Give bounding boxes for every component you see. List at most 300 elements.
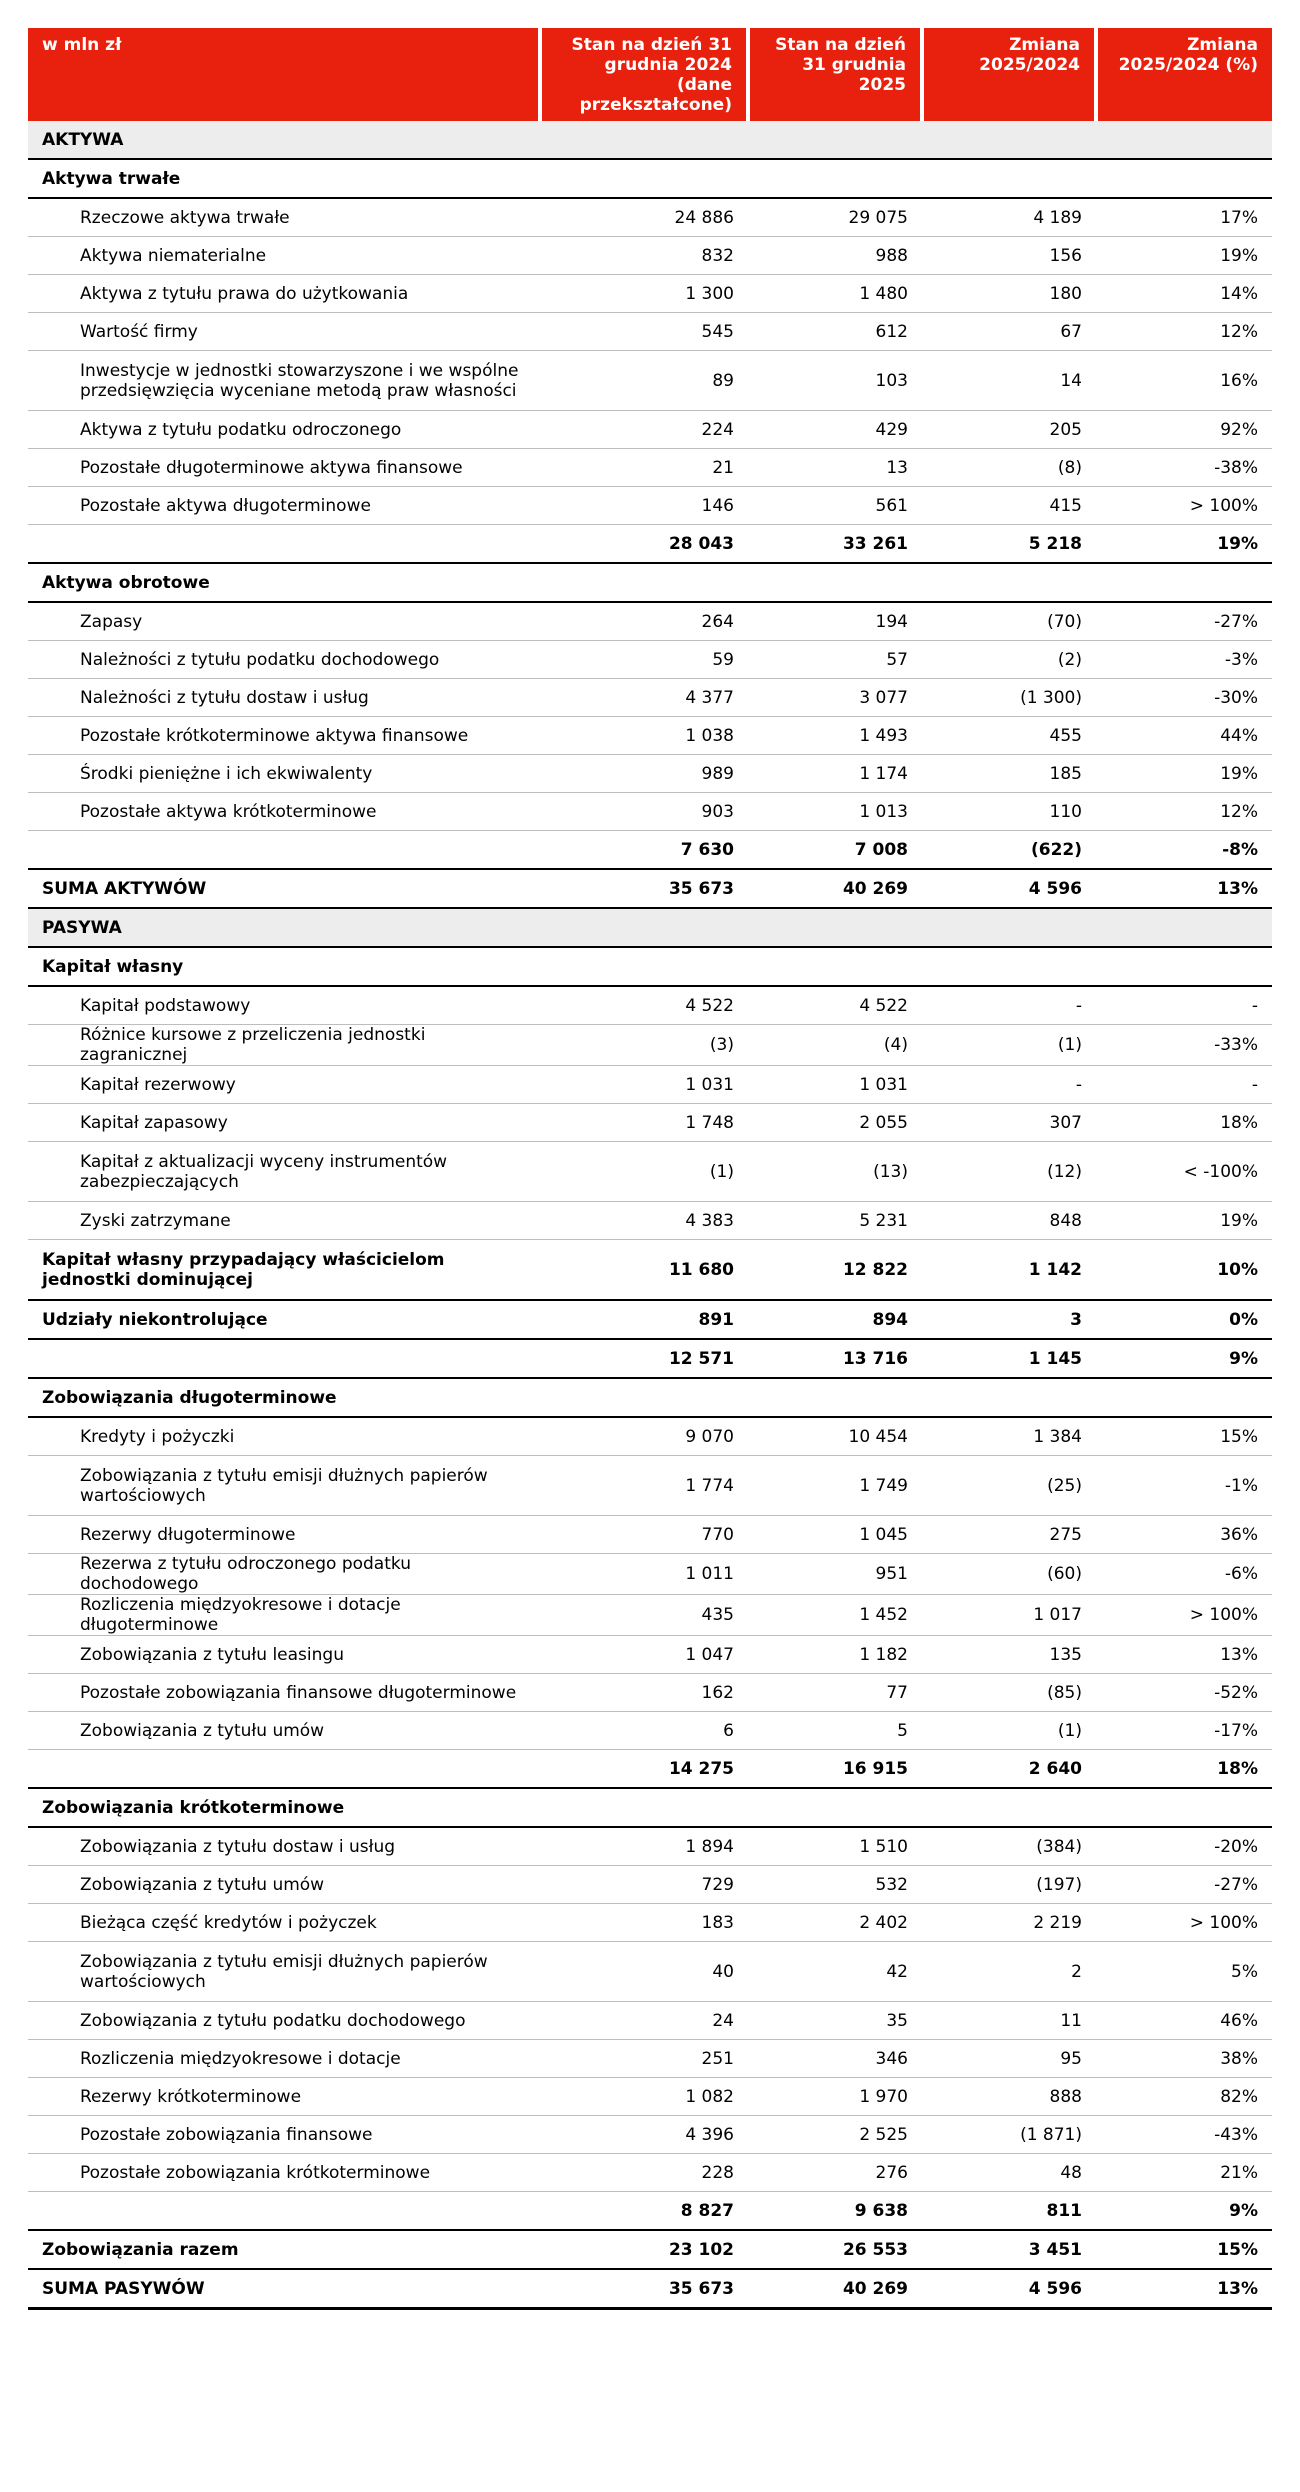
total-row [28, 869, 1272, 908]
table-row [28, 641, 1272, 679]
value-change: 3 [922, 1300, 1096, 1339]
value-change-pct: -17% [1096, 1712, 1272, 1750]
value-2025: 77 [748, 1674, 922, 1712]
value-change-pct: > 100% [1096, 1595, 1272, 1636]
value-2025: 9 638 [748, 2192, 922, 2231]
value-change-pct: 19% [1096, 755, 1272, 793]
subtotal-row [28, 2192, 1272, 2231]
value-change-pct: - [1096, 986, 1272, 1025]
value-2025: 1 174 [748, 755, 922, 793]
table-row [28, 1866, 1272, 1904]
row-label: Zobowiązania z tytułu podatku dochodowego [28, 2002, 540, 2040]
value-2024: 1 894 [540, 1827, 748, 1866]
value-change: 455 [922, 717, 1096, 755]
value-2025: (13) [748, 1142, 922, 1202]
subtotal-row [28, 1339, 1272, 1378]
table-row [28, 198, 1272, 237]
value-2025: 1 510 [748, 1827, 922, 1866]
value-2025: 1 045 [748, 1516, 922, 1554]
balance-sheet [28, 28, 1272, 2310]
group-header-row [28, 947, 1272, 986]
total-row [28, 1300, 1272, 1339]
value-2025: 42 [748, 1942, 922, 2002]
value-2025: 3 077 [748, 679, 922, 717]
table-row [28, 487, 1272, 525]
row-label: Rezerwy długoterminowe [28, 1516, 540, 1554]
value-2025: 2 402 [748, 1904, 922, 1942]
section-label: PASYWA [28, 908, 1272, 947]
row-label: Aktywa niematerialne [28, 237, 540, 275]
row-label: Zapasy [28, 602, 540, 641]
value-change-pct: -33% [1096, 1025, 1272, 1066]
table-row [28, 1104, 1272, 1142]
value-2025: 5 231 [748, 1202, 922, 1240]
value-2024: 1 047 [540, 1636, 748, 1674]
row-label: Pozostałe aktywa krótkoterminowe [28, 793, 540, 831]
value-2025: 612 [748, 313, 922, 351]
table-row [28, 1827, 1272, 1866]
value-change: 110 [922, 793, 1096, 831]
group-header-row [28, 1788, 1272, 1827]
row-label: Różnice kursowe z przeliczenia jednostki zagranicznej [28, 1025, 540, 1066]
value-change-pct: -30% [1096, 679, 1272, 717]
row-label: Środki pieniężne i ich ekwiwalenty [28, 755, 540, 793]
row-label: Kapitał rezerwowy [28, 1066, 540, 1104]
group-header-row [28, 563, 1272, 602]
value-change-pct: 19% [1096, 1202, 1272, 1240]
value-change-pct: 19% [1096, 525, 1272, 564]
group-blank-cell [1096, 563, 1272, 602]
value-change-pct: -1% [1096, 1456, 1272, 1516]
value-2024: 1 011 [540, 1554, 748, 1595]
value-2025: 7 008 [748, 831, 922, 870]
value-change-pct: -43% [1096, 2116, 1272, 2154]
value-change: (25) [922, 1456, 1096, 1516]
value-2025: 194 [748, 602, 922, 641]
value-change-pct: 19% [1096, 237, 1272, 275]
value-change: 275 [922, 1516, 1096, 1554]
value-change-pct: 10% [1096, 1240, 1272, 1301]
value-change-pct: 9% [1096, 1339, 1272, 1378]
row-label [28, 2192, 540, 2231]
group-label: Zobowiązania krótkoterminowe [28, 1788, 1096, 1827]
value-change: 2 219 [922, 1904, 1096, 1942]
row-label: Rzeczowe aktywa trwałe [28, 198, 540, 237]
value-2024: 1 300 [540, 275, 748, 313]
value-change: 205 [922, 411, 1096, 449]
value-change: 811 [922, 2192, 1096, 2231]
value-2024: 24 [540, 2002, 748, 2040]
table-row [28, 1456, 1272, 1516]
value-change: - [922, 1066, 1096, 1104]
value-change-pct: 92% [1096, 411, 1272, 449]
row-label: Pozostałe krótkoterminowe aktywa finansowe [28, 717, 540, 755]
table-row [28, 755, 1272, 793]
value-change: 2 640 [922, 1750, 1096, 1789]
value-2024: 4 522 [540, 986, 748, 1025]
value-change: 2 [922, 1942, 1096, 2002]
value-change: (85) [922, 1674, 1096, 1712]
value-change-pct: 14% [1096, 275, 1272, 313]
group-blank-cell [1096, 947, 1272, 986]
row-label: Zobowiązania z tytułu dostaw i usług [28, 1827, 540, 1866]
value-2024: 40 [540, 1942, 748, 2002]
value-2025: 40 269 [748, 869, 922, 908]
value-change-pct: - [1096, 1066, 1272, 1104]
value-2025: (4) [748, 1025, 922, 1066]
value-change: 11 [922, 2002, 1096, 2040]
table-row [28, 1674, 1272, 1712]
value-2025: 988 [748, 237, 922, 275]
value-change: 1 142 [922, 1240, 1096, 1301]
value-change-pct: 9% [1096, 2192, 1272, 2231]
value-2024: 891 [540, 1300, 748, 1339]
value-2024: 1 082 [540, 2078, 748, 2116]
value-2024: 1 031 [540, 1066, 748, 1104]
group-label: Aktywa trwałe [28, 159, 1096, 198]
value-change: (1) [922, 1712, 1096, 1750]
row-label: Zobowiązania z tytułu leasingu [28, 1636, 540, 1674]
value-change-pct: 18% [1096, 1750, 1272, 1789]
value-2024: 35 673 [540, 869, 748, 908]
value-2025: 29 075 [748, 198, 922, 237]
header-col-change-pct: Zmiana 2025/2024 (%) [1096, 28, 1272, 121]
value-change: (1 300) [922, 679, 1096, 717]
value-change: (60) [922, 1554, 1096, 1595]
row-label: Inwestycje w jednostki stowarzyszone i we wspólne przedsięwzięcia wyceniane metodą praw własności [28, 351, 540, 411]
table-row [28, 1904, 1272, 1942]
value-2024: 9 070 [540, 1417, 748, 1456]
table-row [28, 449, 1272, 487]
value-2025: 33 261 [748, 525, 922, 564]
total-row [28, 2230, 1272, 2269]
row-label: Zobowiązania z tytułu umów [28, 1712, 540, 1750]
value-2024: 729 [540, 1866, 748, 1904]
value-change-pct: 82% [1096, 2078, 1272, 2116]
value-2024: 832 [540, 237, 748, 275]
value-2024: 1 038 [540, 717, 748, 755]
table-row [28, 1516, 1272, 1554]
value-change-pct: -38% [1096, 449, 1272, 487]
value-2024: 146 [540, 487, 748, 525]
header-col-2024: Stan na dzień 31 grudnia 2024 (dane przekształcone) [540, 28, 748, 121]
row-label: Kapitał zapasowy [28, 1104, 540, 1142]
value-2025: 429 [748, 411, 922, 449]
value-2024: 4 396 [540, 2116, 748, 2154]
value-change: 180 [922, 275, 1096, 313]
value-2025: 35 [748, 2002, 922, 2040]
row-label [28, 831, 540, 870]
row-label: Kredyty i pożyczki [28, 1417, 540, 1456]
value-change: 5 218 [922, 525, 1096, 564]
value-change-pct: -20% [1096, 1827, 1272, 1866]
value-2025: 12 822 [748, 1240, 922, 1301]
value-change-pct: 12% [1096, 313, 1272, 351]
value-2025: 951 [748, 1554, 922, 1595]
value-2025: 1 493 [748, 717, 922, 755]
value-2025: 10 454 [748, 1417, 922, 1456]
value-change-pct: 17% [1096, 198, 1272, 237]
row-label: Zyski zatrzymane [28, 1202, 540, 1240]
value-2025: 1 182 [748, 1636, 922, 1674]
value-change: 415 [922, 487, 1096, 525]
row-label: Rozliczenia międzyokresowe i dotacje [28, 2040, 540, 2078]
table-row [28, 1554, 1272, 1595]
value-change-pct: < -100% [1096, 1142, 1272, 1202]
table-row [28, 1066, 1272, 1104]
value-2024: 989 [540, 755, 748, 793]
value-2025: 1 749 [748, 1456, 922, 1516]
value-2025: 2 055 [748, 1104, 922, 1142]
value-2024: 6 [540, 1712, 748, 1750]
value-2024: 251 [540, 2040, 748, 2078]
value-change: (384) [922, 1827, 1096, 1866]
value-2025: 4 522 [748, 986, 922, 1025]
value-2024: 1 774 [540, 1456, 748, 1516]
row-label: Aktywa z tytułu podatku odroczonego [28, 411, 540, 449]
value-change: 185 [922, 755, 1096, 793]
value-change: (8) [922, 449, 1096, 487]
value-2024: 14 275 [540, 1750, 748, 1789]
subtotal-row [28, 1750, 1272, 1789]
value-change: 307 [922, 1104, 1096, 1142]
table-row [28, 1417, 1272, 1456]
row-label: Aktywa z tytułu prawa do użytkowania [28, 275, 540, 313]
row-label: Należności z tytułu dostaw i usług [28, 679, 540, 717]
value-2024: 59 [540, 641, 748, 679]
row-label [28, 1750, 540, 1789]
value-change-pct: 36% [1096, 1516, 1272, 1554]
value-2024: 12 571 [540, 1339, 748, 1378]
value-2024: 24 886 [540, 198, 748, 237]
value-2024: 435 [540, 1595, 748, 1636]
value-change-pct: 15% [1096, 2230, 1272, 2269]
table-row [28, 275, 1272, 313]
row-label [28, 1339, 540, 1378]
value-change-pct: 15% [1096, 1417, 1272, 1456]
row-label: Pozostałe zobowiązania finansowe [28, 2116, 540, 2154]
table-row [28, 793, 1272, 831]
group-label: Kapitał własny [28, 947, 1096, 986]
value-change: (2) [922, 641, 1096, 679]
row-label: Wartość firmy [28, 313, 540, 351]
value-2025: 276 [748, 2154, 922, 2192]
table-row [28, 1025, 1272, 1066]
value-change-pct: 18% [1096, 1104, 1272, 1142]
value-2025: 40 269 [748, 2269, 922, 2309]
value-change: 14 [922, 351, 1096, 411]
row-label: Kapitał własny przypadający właścicielom jednostki dominującej [28, 1240, 540, 1301]
value-2024: 11 680 [540, 1240, 748, 1301]
value-2024: 224 [540, 411, 748, 449]
value-2024: 35 673 [540, 2269, 748, 2309]
value-2024: 7 630 [540, 831, 748, 870]
value-2025: 13 [748, 449, 922, 487]
value-change: 4 596 [922, 869, 1096, 908]
value-change: 3 451 [922, 2230, 1096, 2269]
value-2024: 903 [540, 793, 748, 831]
group-blank-cell [1096, 1378, 1272, 1417]
value-change-pct: 5% [1096, 1942, 1272, 2002]
table-row [28, 2002, 1272, 2040]
value-2024: 28 043 [540, 525, 748, 564]
value-change-pct: -8% [1096, 831, 1272, 870]
value-change-pct: 21% [1096, 2154, 1272, 2192]
value-2025: 561 [748, 487, 922, 525]
value-2025: 26 553 [748, 2230, 922, 2269]
value-2024: 228 [540, 2154, 748, 2192]
value-change-pct: > 100% [1096, 1904, 1272, 1942]
value-2025: 1 013 [748, 793, 922, 831]
value-change-pct: 46% [1096, 2002, 1272, 2040]
row-label: Zobowiązania z tytułu emisji dłużnych papierów wartościowych [28, 1942, 540, 2002]
table-row [28, 679, 1272, 717]
total-row [28, 1240, 1272, 1301]
row-label: Zobowiązania razem [28, 2230, 540, 2269]
table-row [28, 1142, 1272, 1202]
value-change: (1 871) [922, 2116, 1096, 2154]
table-row [28, 1712, 1272, 1750]
value-change: 135 [922, 1636, 1096, 1674]
value-2025: 2 525 [748, 2116, 922, 2154]
row-label [28, 525, 540, 564]
row-label: Zobowiązania z tytułu umów [28, 1866, 540, 1904]
value-change-pct: 12% [1096, 793, 1272, 831]
value-2025: 103 [748, 351, 922, 411]
table-row [28, 2040, 1272, 2078]
value-change-pct: -52% [1096, 1674, 1272, 1712]
value-change-pct: 13% [1096, 869, 1272, 908]
value-change: 888 [922, 2078, 1096, 2116]
value-change-pct: -27% [1096, 602, 1272, 641]
row-label: Pozostałe długoterminowe aktywa finansowe [28, 449, 540, 487]
value-2024: 4 377 [540, 679, 748, 717]
value-2024: 264 [540, 602, 748, 641]
section-row [28, 908, 1272, 947]
table-row [28, 717, 1272, 755]
value-2025: 1 452 [748, 1595, 922, 1636]
row-label: SUMA PASYWÓW [28, 2269, 540, 2309]
total-row [28, 2269, 1272, 2309]
section-label: AKTYWA [28, 121, 1272, 159]
row-label: Rezerwy krótkoterminowe [28, 2078, 540, 2116]
value-2024: 21 [540, 449, 748, 487]
row-label: Pozostałe zobowiązania krótkoterminowe [28, 2154, 540, 2192]
value-2024: 770 [540, 1516, 748, 1554]
table-row [28, 2078, 1272, 2116]
group-header-row [28, 159, 1272, 198]
value-change: 1 145 [922, 1339, 1096, 1378]
subtotal-row [28, 831, 1272, 870]
value-change-pct: 16% [1096, 351, 1272, 411]
value-2025: 532 [748, 1866, 922, 1904]
group-blank-cell [1096, 1788, 1272, 1827]
header-col-2025: Stan na dzień 31 grudnia 2025 [748, 28, 922, 121]
group-label: Aktywa obrotowe [28, 563, 1096, 602]
value-2025: 13 716 [748, 1339, 922, 1378]
value-2024: (3) [540, 1025, 748, 1066]
value-2024: 8 827 [540, 2192, 748, 2231]
value-2025: 346 [748, 2040, 922, 2078]
value-2025: 5 [748, 1712, 922, 1750]
value-change: 156 [922, 237, 1096, 275]
header-unit: w mln zł [28, 28, 540, 121]
value-change: (12) [922, 1142, 1096, 1202]
group-blank-cell [1096, 159, 1272, 198]
subtotal-row [28, 525, 1272, 564]
value-change-pct: > 100% [1096, 487, 1272, 525]
table-row [28, 1636, 1272, 1674]
table-row [28, 2154, 1272, 2192]
table-body [28, 121, 1272, 2309]
table-row [28, 411, 1272, 449]
balance-sheet-table [28, 28, 1272, 2310]
table-row [28, 1942, 1272, 2002]
row-label: Rezerwa z tytułu odroczonego podatku dochodowego [28, 1554, 540, 1595]
value-change: 67 [922, 313, 1096, 351]
value-2025: 1 480 [748, 275, 922, 313]
table-header-row [28, 28, 1272, 121]
value-2024: 162 [540, 1674, 748, 1712]
value-2024: 4 383 [540, 1202, 748, 1240]
value-change-pct: 38% [1096, 2040, 1272, 2078]
header-col-change: Zmiana 2025/2024 [922, 28, 1096, 121]
value-2024: 183 [540, 1904, 748, 1942]
row-label: Udziały niekontrolujące [28, 1300, 540, 1339]
table-row [28, 1202, 1272, 1240]
group-header-row [28, 1378, 1272, 1417]
value-2025: 1 031 [748, 1066, 922, 1104]
value-change-pct: 13% [1096, 1636, 1272, 1674]
value-2025: 57 [748, 641, 922, 679]
value-2025: 1 970 [748, 2078, 922, 2116]
table-row [28, 1595, 1272, 1636]
value-2024: (1) [540, 1142, 748, 1202]
value-change: (622) [922, 831, 1096, 870]
table-row [28, 237, 1272, 275]
value-change: (70) [922, 602, 1096, 641]
table-row [28, 2116, 1272, 2154]
value-change-pct: -6% [1096, 1554, 1272, 1595]
table-row [28, 602, 1272, 641]
row-label: SUMA AKTYWÓW [28, 869, 540, 908]
value-change-pct: -3% [1096, 641, 1272, 679]
row-label: Bieżąca część kredytów i pożyczek [28, 1904, 540, 1942]
row-label: Pozostałe zobowiązania finansowe długoterminowe [28, 1674, 540, 1712]
row-label: Zobowiązania z tytułu emisji dłużnych papierów wartościowych [28, 1456, 540, 1516]
value-change: 95 [922, 2040, 1096, 2078]
section-row [28, 121, 1272, 159]
row-label: Kapitał podstawowy [28, 986, 540, 1025]
table-row [28, 986, 1272, 1025]
table-row [28, 351, 1272, 411]
value-change-pct: 13% [1096, 2269, 1272, 2309]
value-change: - [922, 986, 1096, 1025]
value-change: 48 [922, 2154, 1096, 2192]
value-change: 4 596 [922, 2269, 1096, 2309]
value-change: 1 017 [922, 1595, 1096, 1636]
row-label: Należności z tytułu podatku dochodowego [28, 641, 540, 679]
value-change: (197) [922, 1866, 1096, 1904]
value-change-pct: 0% [1096, 1300, 1272, 1339]
value-change-pct: -27% [1096, 1866, 1272, 1904]
row-label: Rozliczenia międzyokresowe i dotacje długoterminowe [28, 1595, 540, 1636]
row-label: Kapitał z aktualizacji wyceny instrumentów zabezpieczających [28, 1142, 540, 1202]
value-2024: 1 748 [540, 1104, 748, 1142]
value-2025: 16 915 [748, 1750, 922, 1789]
value-2024: 545 [540, 313, 748, 351]
value-change: (1) [922, 1025, 1096, 1066]
